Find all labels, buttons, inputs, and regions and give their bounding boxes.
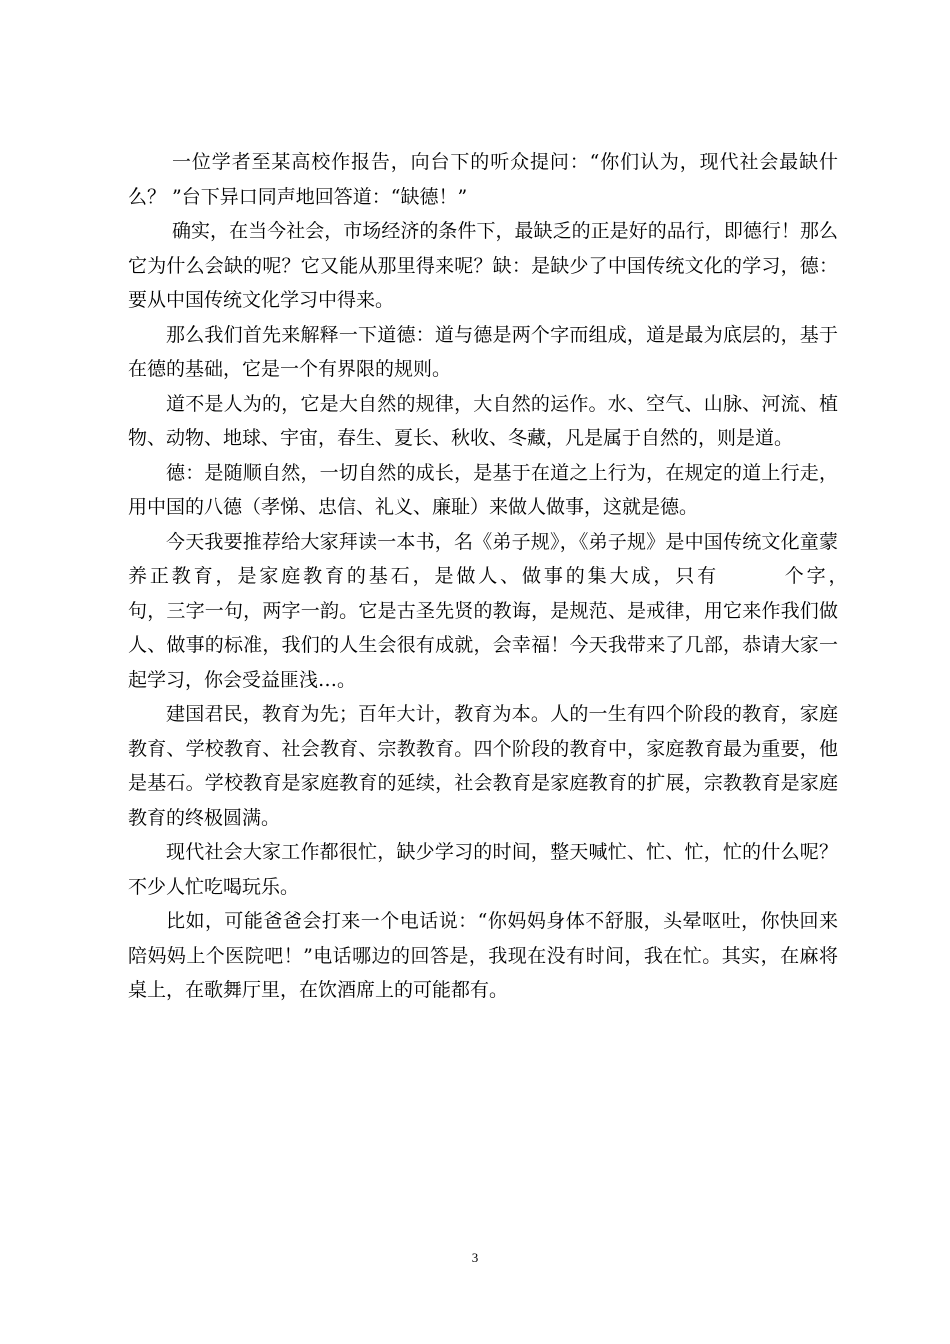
paragraph-5: 德：是随顺自然，一切自然的成长，是基于在道之上行为，在规定的道上行走，用中国的八德（孝悌、忠信、礼义、廉耻）来做人做事，这就是德。 bbox=[128, 461, 838, 518]
paragraph-8: 现代社会大家工作都很忙，缺少学习的时间，整天喊忙、忙、忙，忙的什么呢？不少人忙吃喝玩乐。 bbox=[128, 841, 838, 898]
paragraph-9: 比如，可能爸爸会打来一个电话说：“你妈妈身体不舒服，头晕呕吐，你快回来陪妈妈上个医院吧！”电话哪边的回答是，我现在没有时间，我在忙。其实，在麻将桌上，在歌舞厅里，在饮酒席上的可能都有。 bbox=[128, 910, 838, 1001]
body-text bbox=[128, 145, 896, 1008]
paragraph-3: 那么我们首先来解释一下道德：道与德是两个字而组成，道是最为底层的，基于在德的基础，它是一个有界限的规则。 bbox=[128, 323, 838, 380]
paragraph-4: 道不是人为的，它是大自然的规律，大自然的运作。水、空气、山脉、河流、植物、动物、地球、宇宙，春生、夏长、秋收、冬藏，凡是属于自然的，则是道。 bbox=[128, 392, 838, 449]
paragraph-7: 建国君民，教育为先；百年大计，教育为本。人的一生有四个阶段的教育，家庭教育、学校教育、社会教育、宗教教育。四个阶段的教育中，家庭教育最为重要，他是基石。学校教育是家庭教育的延续，社会教育是家庭教育的扩展，宗教教育是家庭教育的终极圆满。 bbox=[128, 703, 838, 829]
paragraph-2: 确实，在当今社会，市场经济的条件下，最缺乏的正是好的品行，即德行！那么它为什么会缺的呢？它又能从那里得来呢？缺：是缺少了中国传统文化的学习，德：要从中国传统文化学习中得来。 bbox=[128, 220, 838, 311]
paragraph-1: 一位学者至某高校作报告，向台下的听众提问：“你们认为，现代社会最缺什么？ ”台下异口同声地回答道：“缺德！” bbox=[128, 151, 838, 208]
page-number: 3 bbox=[471, 1250, 479, 1265]
paragraph-6: 今天我要推荐给大家拜读一本书，名《弟子规》，《弟子规》是中国传统文化童蒙养正教育，是家庭教育的基石，是做人、做事的集大成，只有 个字， 句，三字一句，两字一韵。它是古圣先贤的教诲，是规范、是戒律，用它来作我们做人、做事的标准，我们的人生会很有成就，会幸福！今天我带来了几部，恭请大家一起学习，你会受益匪浅…。 bbox=[128, 530, 896, 691]
